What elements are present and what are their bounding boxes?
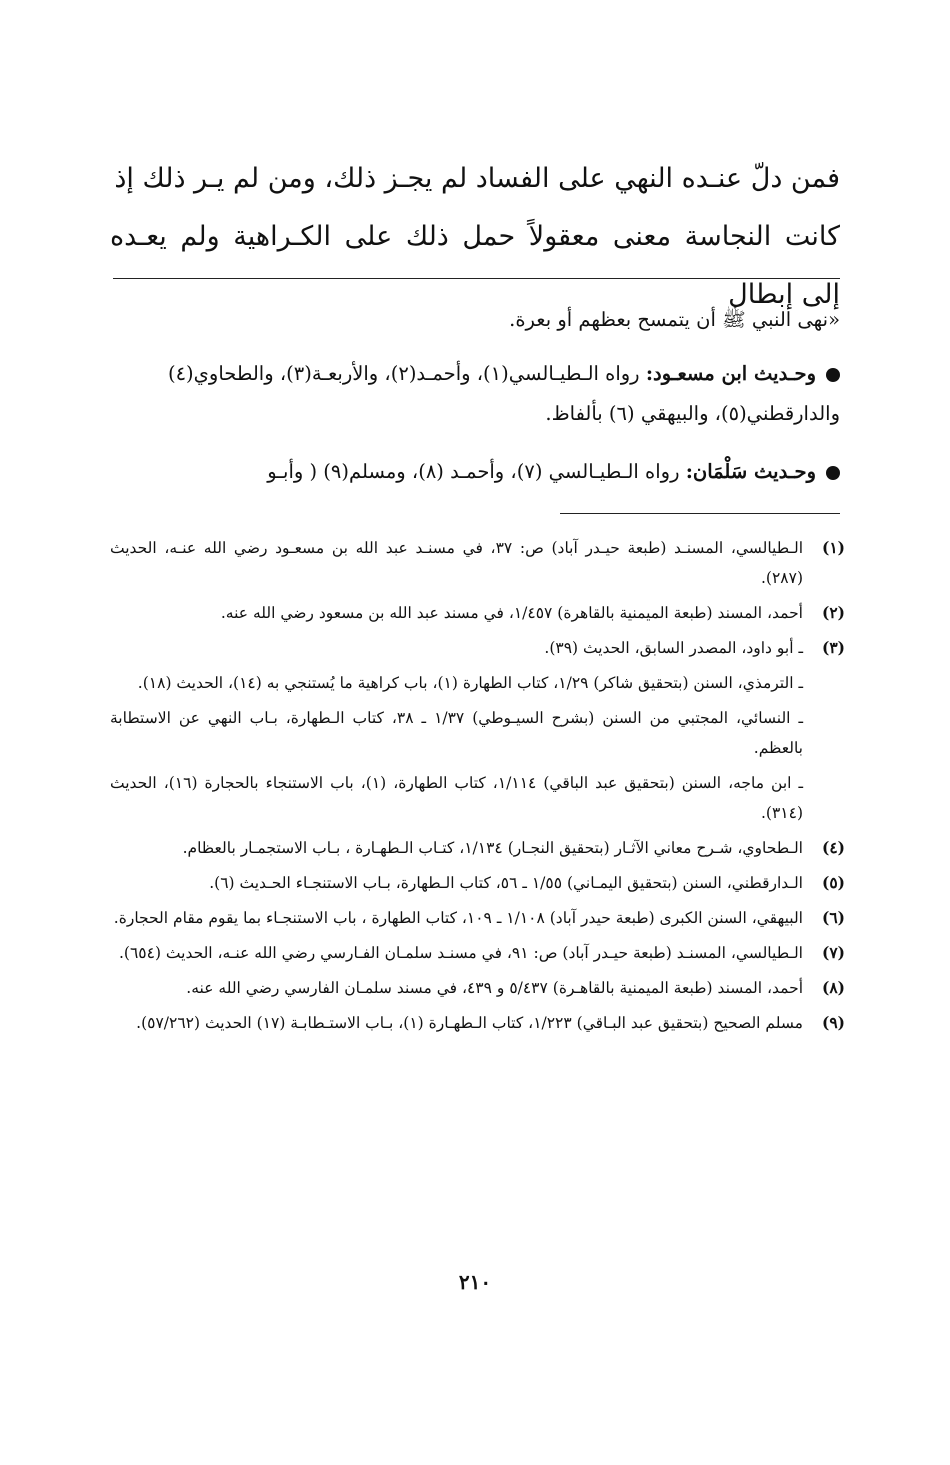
footnote [110,868,845,898]
bullet-icon [826,466,840,480]
hadith-title: وحـديث ابن مسعـود: [645,362,816,385]
page-number: ٢١٠ [458,1270,492,1294]
footnote-text: الـطيالسي، المسنـد (طبعة حيـدر آباد) ص: ٩١، في مسنـد سلمـان الفـارسي رضي الله عنـه، الحديث (٦٥٤). [118,944,803,962]
footnote-number: (٣) [821,638,845,657]
footnote-text: الـطحاوي، شـرح معاني الآثـار (بتحقيق النجـار) ١/١٣٤، كتـاب الـطهـارة ، بـاب الاستجمـار بالعظام. [182,839,803,857]
footnote [110,633,845,663]
footnote-number: (٦) [821,908,845,927]
hadith-ibn-masud [110,354,840,434]
footnote-number: (٨) [821,978,845,997]
footnote-number: (٩) [821,1013,845,1032]
hadith-narrators: رواه الـطيـالسي (٧)، وأحمـد (٨)، ومسلم(٩) ( وأبـو [267,460,680,483]
footnote-separator [560,513,840,514]
footnote-text: مسلم الصحيح (بتحقيق عبد البـاقي) ١/٢٢٣، كتاب الـطهـارة (١)، بـاب الاستـطابـة (١٧) الحديث (٥٧/٢٦٢). [136,1014,803,1032]
footnote [110,598,845,628]
footnote-text: أحمد، المسند (طبعة الميمنية بالقاهـرة) ٥/٤٣٧ و ٤٣٩، في مسند سلمـان الفارسي رضي الله عنه. [186,979,803,997]
footnote [110,833,845,863]
footnote-number: (٤) [821,838,845,857]
footnote [110,938,845,968]
hadith-title: وحـديث سَلْمَان: [685,460,816,483]
footnote-number: (٥) [821,873,845,892]
hadith-salman [110,452,840,492]
hadith-narrators: رواه الـطيـالسي(١)، وأحمـد(٢)، والأربعـة(٣)، والطحاوي(٤) والدارقطني(٥)، والبيهقي (٦) بألفاظ. [167,362,840,425]
footnote [110,903,845,933]
footnote-number [803,768,845,828]
footnote-text: ـ النسائي، المجتبي من السنن (بشرح السيـوطي) ١/٣٧ ـ ٣٨، كتاب الـطهارة، بـاب النهي عن الاستطابة بالعظم. [110,709,804,757]
separator-rule [113,278,840,279]
footnote [110,973,845,1003]
footnote-text: ـ ابن ماجه، السنن (بتحقيق عبد الباقي) ١/١١٤، كتاب الطهارة، (١)، باب الاستنجاء بالحجارة (١٦)، الحديث (٣١٤). [110,774,804,822]
footnote-number [803,668,845,698]
footnote-number: (١) [821,538,845,557]
footnote-number: (٢) [821,603,845,622]
footnote-text: أحمد، المسند (طبعة الميمنية بالقاهرة) ١/٤٥٧، في مسند عبد الله بن مسعود رضي الله عنه. [220,604,803,622]
footnote [110,1008,845,1038]
bullet-icon [826,368,840,382]
main-line-2: كانت النجاسة معنى معقولاً حمل ذلك على الكـراهية ولم يعـده إلى إبطال [110,221,840,310]
footnote-text: الـدارقطني، السنن (بتحقيق اليمـاني) ١/٥٥ ـ ٥٦، كتاب الـطهارة، بـاب الاستنجـاء الحـديث (٦). [209,874,803,892]
footnote-text: الـطيالسي، المسنـد (طبعة حيـدر آباد) ص: ٣٧، في مسنـد عبد الله بن مسعـود رضي الله عنـه، الحديث (٢٨٧). [110,539,804,587]
footnotes [110,533,845,1043]
main-line-1: فمن دلّ عنـده النهي على الفساد لم يجـز ذلك، ومن لم يـر ذلك إذ [114,163,840,194]
footnote-text: البيهقي، السنن الكبرى (طبعة حيدر آباد) ١/١٠٨ ـ ١٠٩، كتاب الطهارة ، باب الاستنجـاء بما يقوم مقام الحجارة. [113,909,803,927]
footnote [110,768,845,828]
footnote-text: ـ الترمذي، السنن (بتحقيق شاكر) ١/٢٩، كتاب الطهارة (١)، باب كراهية ما يُستنجي به (١٤)، الحديث (١٨). [137,674,803,692]
footnote-number: (٧) [821,943,845,962]
hadith-quote: «نهى النبي ﷺ أن يتمسح بعظهم أو بعرة. [509,308,840,331]
footnote [110,703,845,763]
footnote [110,668,845,698]
main-paragraph [110,150,840,324]
footnote [110,533,845,593]
footnote-number [803,703,845,763]
footnote-text: ـ أبو داود، المصدر السابق، الحديث (٣٩). [544,639,803,657]
